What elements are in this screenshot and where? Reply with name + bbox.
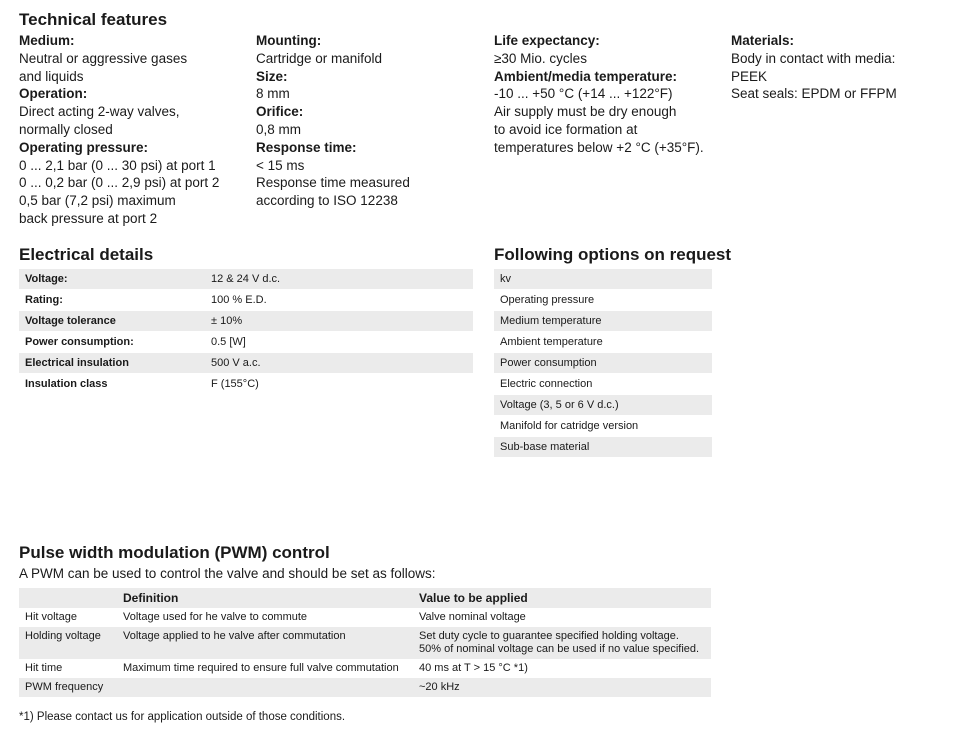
pressure-line: 0 ... 0,2 bar (0 ... 2,9 psi) at port 2 [19, 175, 220, 191]
options-table [494, 269, 712, 458]
option-label: Manifold for catridge version [494, 416, 712, 437]
list-item [494, 290, 712, 311]
table-row [19, 659, 711, 678]
table-row [19, 269, 473, 290]
materials-label: Materials: [731, 33, 795, 48]
tech-col-mounting [256, 32, 410, 210]
pwm-intro: A PWM can be used to control the valve and should be set as follows: [19, 566, 436, 581]
size-value: 8 mm [256, 86, 290, 102]
table-row [19, 311, 473, 332]
operation-line: normally closed [19, 121, 113, 137]
row-key: Rating: [19, 290, 205, 311]
pwm-definition [117, 678, 413, 697]
medium-label: Medium: [19, 33, 75, 48]
pwm-definition: Voltage applied to he valve after commutation [117, 627, 413, 659]
table-header-row [19, 588, 711, 608]
response-label: Response time: [256, 139, 357, 155]
pwm-value-line: Set duty cycle to guarantee specified holding voltage. [419, 630, 679, 642]
pwm-table [19, 588, 711, 697]
table-row [19, 627, 711, 659]
table-row [19, 678, 711, 697]
tech-col-medium [19, 32, 219, 228]
tech-col-materials [731, 32, 897, 103]
pwm-value-line: Valve nominal voltage [419, 611, 526, 623]
pwm-footnote: *1) Please contact us for application outside of those conditions. [19, 711, 346, 723]
list-item [494, 311, 712, 332]
electrical-details-table [19, 269, 473, 395]
ambient-label: Ambient/media temperature: [494, 68, 678, 84]
electrical-details-title: Electrical details [19, 245, 154, 264]
response-line: Response time measured [256, 175, 410, 191]
pressure-line: 0,5 bar (7,2 psi) maximum [19, 193, 176, 209]
pwm-value-line: 50% of nominal voltage can be used if no value specified. [419, 643, 700, 655]
table-row [19, 353, 473, 374]
pwm-definition: Maximum time required to ensure full valve commutation [117, 659, 413, 678]
pressure-line: back pressure at port 2 [19, 210, 158, 226]
row-value: ± 10% [205, 311, 473, 332]
ambient-line: Air supply must be dry enough [494, 104, 677, 120]
operation-label: Operation: [19, 86, 88, 102]
option-label: Power consumption [494, 353, 712, 374]
tech-col-life [494, 32, 704, 157]
row-value: 0.5 [W] [205, 332, 473, 353]
list-item [494, 353, 712, 374]
option-label: Ambient temperature [494, 332, 712, 353]
size-label: Size: [256, 68, 288, 84]
response-line: < 15 ms [256, 157, 305, 173]
option-label: Operating pressure [494, 290, 712, 311]
ambient-line: temperatures below +2 °C (+35°F). [494, 139, 704, 155]
option-label: Voltage (3, 5 or 6 V d.c.) [494, 395, 712, 416]
pwm-param-name: Hit voltage [19, 608, 117, 627]
pwm-value [413, 608, 711, 627]
list-item [494, 374, 712, 395]
table-row [19, 290, 473, 311]
row-key: Insulation class [19, 374, 205, 395]
row-value: 100 % E.D. [205, 290, 473, 311]
pwm-title: Pulse width modulation (PWM) control [19, 543, 330, 562]
table-row [19, 332, 473, 353]
column-header: Value to be applied [413, 588, 711, 608]
life-value: ≥30 Mio. cycles [494, 50, 587, 66]
pwm-param-name: Holding voltage [19, 627, 117, 659]
row-value: F (155°C) [205, 374, 473, 395]
medium-line: Neutral or aggressive gases [19, 50, 188, 66]
table-row [19, 608, 711, 627]
ambient-line: to avoid ice formation at [494, 121, 638, 137]
row-value: 12 & 24 V d.c. [205, 269, 473, 290]
pwm-value [413, 627, 711, 659]
list-item [494, 269, 712, 290]
list-item [494, 416, 712, 437]
option-label: Medium temperature [494, 311, 712, 332]
materials-line: Body in contact with media: [731, 50, 896, 66]
list-item [494, 332, 712, 353]
option-label: kv [494, 269, 712, 290]
pressure-label: Operating pressure: [19, 139, 149, 155]
option-label: Electric connection [494, 374, 712, 395]
row-key: Power consumption: [19, 332, 205, 353]
pwm-value-line: ~20 kHz [419, 681, 460, 693]
pressure-line: 0 ... 2,1 bar (0 ... 30 psi) at port 1 [19, 157, 216, 173]
materials-line: Seat seals: EPDM or FFPM [731, 86, 897, 102]
list-item [494, 395, 712, 416]
list-item [494, 437, 712, 458]
response-line: according to ISO 12238 [256, 193, 398, 209]
ambient-line: -10 ... +50 °C (+14 ... +122°F) [494, 86, 673, 102]
row-key: Electrical insulation [19, 353, 205, 374]
orifice-label: Orifice: [256, 104, 304, 120]
pwm-param-name: PWM frequency [19, 678, 117, 697]
pwm-value [413, 678, 711, 697]
materials-line: PEEK [731, 68, 768, 84]
row-key: Voltage tolerance [19, 311, 205, 332]
technical-features-title: Technical features [19, 10, 168, 29]
column-header: Definition [117, 588, 413, 608]
pwm-definition: Voltage used for he valve to commute [117, 608, 413, 627]
orifice-value: 0,8 mm [256, 121, 302, 137]
mounting-value: Cartridge or manifold [256, 50, 383, 66]
life-label: Life expectancy: [494, 33, 600, 48]
column-header [19, 588, 117, 608]
table-row [19, 374, 473, 395]
pwm-value [413, 659, 711, 678]
pwm-param-name: Hit time [19, 659, 117, 678]
options-title: Following options on request [494, 245, 732, 264]
row-key: Voltage: [19, 269, 205, 290]
option-label: Sub-base material [494, 437, 712, 458]
mounting-label: Mounting: [256, 33, 322, 48]
row-value: 500 V a.c. [205, 353, 473, 374]
pwm-value-line: 40 ms at T > 15 °C *1) [419, 662, 528, 674]
medium-line: and liquids [19, 68, 84, 84]
operation-line: Direct acting 2-way valves, [19, 104, 180, 120]
